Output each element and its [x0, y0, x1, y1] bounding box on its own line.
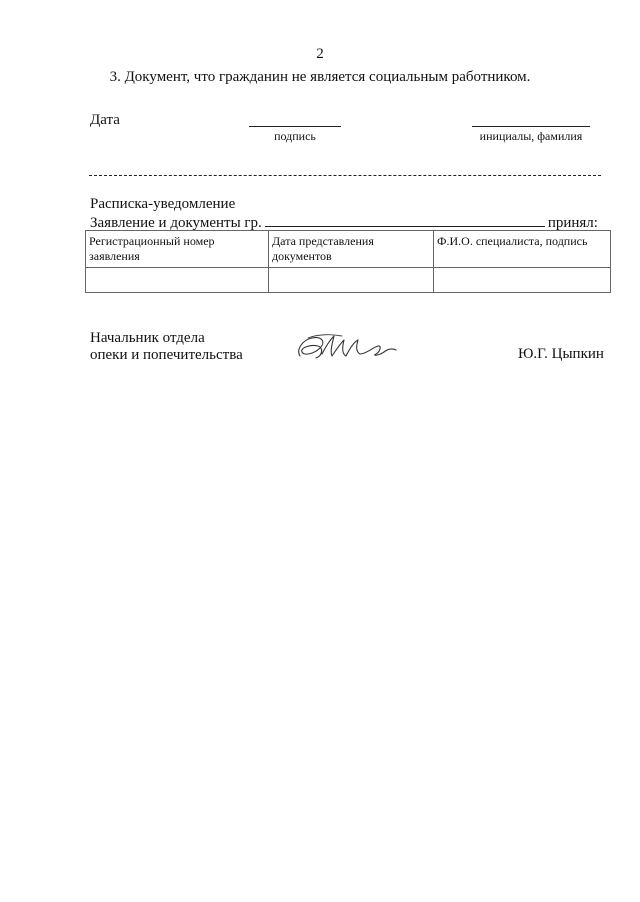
- table-header-row: [86, 231, 611, 268]
- table-row: [86, 268, 611, 293]
- signature-line: [249, 126, 341, 127]
- receipt-line: [90, 212, 598, 232]
- head-title-line-1: Начальник отдела: [90, 330, 205, 346]
- signature-caption: подпись: [274, 129, 316, 143]
- table-cell: [269, 268, 434, 293]
- receipt-title: Расписка-уведомление: [90, 196, 236, 212]
- table-cell: [86, 268, 269, 293]
- table-header-cell: Ф.И.О. специалиста, подпись: [434, 231, 611, 268]
- applicant-name-blank: [265, 212, 545, 227]
- cut-line: [89, 175, 601, 176]
- registration-table: [85, 230, 611, 293]
- handwritten-signature: [292, 326, 404, 366]
- page-number: 2: [316, 46, 324, 62]
- table-header-cell: Регистрационный номер заявления: [86, 231, 269, 268]
- receipt-line-suffix: принял:: [547, 215, 598, 231]
- head-title-line-2: опеки и попечительства: [90, 347, 243, 363]
- receipt-line-prefix: Заявление и документы гр.: [90, 215, 262, 231]
- date-label: Дата: [90, 112, 120, 128]
- initials-caption: инициалы, фамилия: [479, 129, 583, 143]
- item-3-text: 3. Документ, что гражданин не является социальным работником.: [109, 69, 531, 85]
- head-name: Ю.Г. Цыпкин: [518, 346, 604, 362]
- table-cell: [434, 268, 611, 293]
- table-header-cell: Дата представления документов: [269, 231, 434, 268]
- head-title: [90, 330, 243, 364]
- initials-line: [472, 126, 590, 127]
